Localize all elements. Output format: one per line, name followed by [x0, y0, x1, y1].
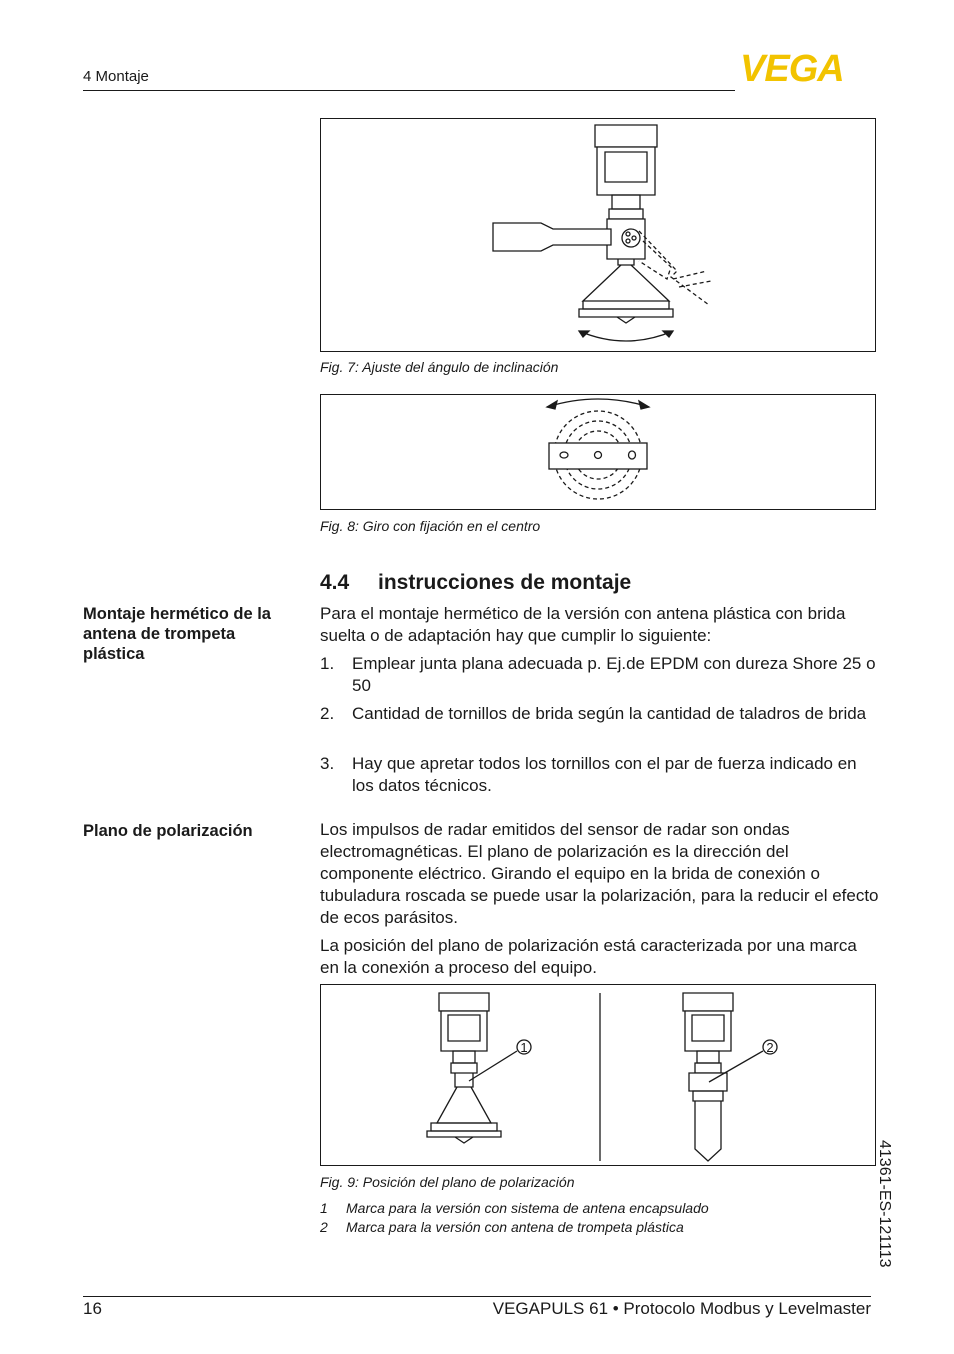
- figure-caption: Fig. 8: Giro con fijación en el centro: [320, 518, 541, 534]
- figure-caption: Fig. 9: Posición del plano de polarización: [320, 1174, 575, 1190]
- footer-rule: [83, 1296, 871, 1297]
- legend-text: Marca para la versión con sistema de antena encapsulado: [346, 1200, 709, 1216]
- section-number: 4.4: [320, 571, 350, 594]
- step-text: Emplear junta plana adecuada p. Ej.de EPDM con dureza Shore 25 o 50: [352, 654, 876, 695]
- figure-caption: Fig. 7: Ajuste del ángulo de inclinación: [320, 359, 559, 375]
- footer-title: VEGAPULS 61 • Protocolo Modbus y Levelmaster: [492, 1299, 871, 1318]
- header-section: 4 Montaje: [83, 68, 149, 85]
- figure-center-rotation: [320, 394, 876, 510]
- step-text: Hay que apretar todos los tornillos con el par de fuerza indicado en los datos técnicos.: [352, 754, 857, 795]
- page-number: 16: [83, 1299, 102, 1318]
- svg-text:1: 1: [520, 1040, 528, 1055]
- step-number: 2.: [320, 704, 335, 723]
- figure-polarization: [320, 984, 876, 1166]
- step-number: 1.: [320, 654, 335, 673]
- legend-item: [320, 1219, 684, 1235]
- plano-paragraph-1: Los impulsos de radar emitidos del sensor de radar son ondas electromagnéticas. El plano de polarización es la dirección del componente eléctrico. Girando el equipo en la brida de conexión o tubuladura roscada se puede usar la polarización, para la reducir el efecto de ecos parásitos.: [320, 820, 879, 927]
- montaje-intro: Para el montaje hermético de la versión con antena plástica con brida suelta o de adaptación hay que cumplir lo siguiente:: [320, 604, 846, 645]
- document-id: 41361-ES-121113: [876, 1140, 893, 1268]
- vega-logo: [740, 50, 874, 86]
- legend-number: 1: [320, 1200, 328, 1216]
- legend-number: 2: [320, 1219, 328, 1235]
- svg-text:VEGA: VEGA: [740, 50, 844, 86]
- step-text: Cantidad de tornillos de brida según la cantidad de taladros de brida: [352, 704, 867, 723]
- legend-text: Marca para la versión con antena de trompeta plástica: [346, 1219, 684, 1235]
- legend-item: [320, 1200, 709, 1216]
- section-title: instrucciones de montaje: [378, 571, 632, 594]
- sidebar-plano: Plano de polarización: [83, 822, 253, 840]
- sidebar-montaje: Montaje hermético de la antena de trompeta plástica: [83, 605, 271, 663]
- svg-text:2: 2: [766, 1040, 774, 1055]
- plano-paragraph-2: La posición del plano de polarización está caracterizada por una marca en la conexión a proceso del equipo.: [320, 936, 857, 977]
- figure-tilt-adjustment: [320, 118, 876, 352]
- header-rule: [83, 90, 735, 91]
- step-number: 3.: [320, 754, 335, 773]
- section-heading: [320, 571, 631, 595]
